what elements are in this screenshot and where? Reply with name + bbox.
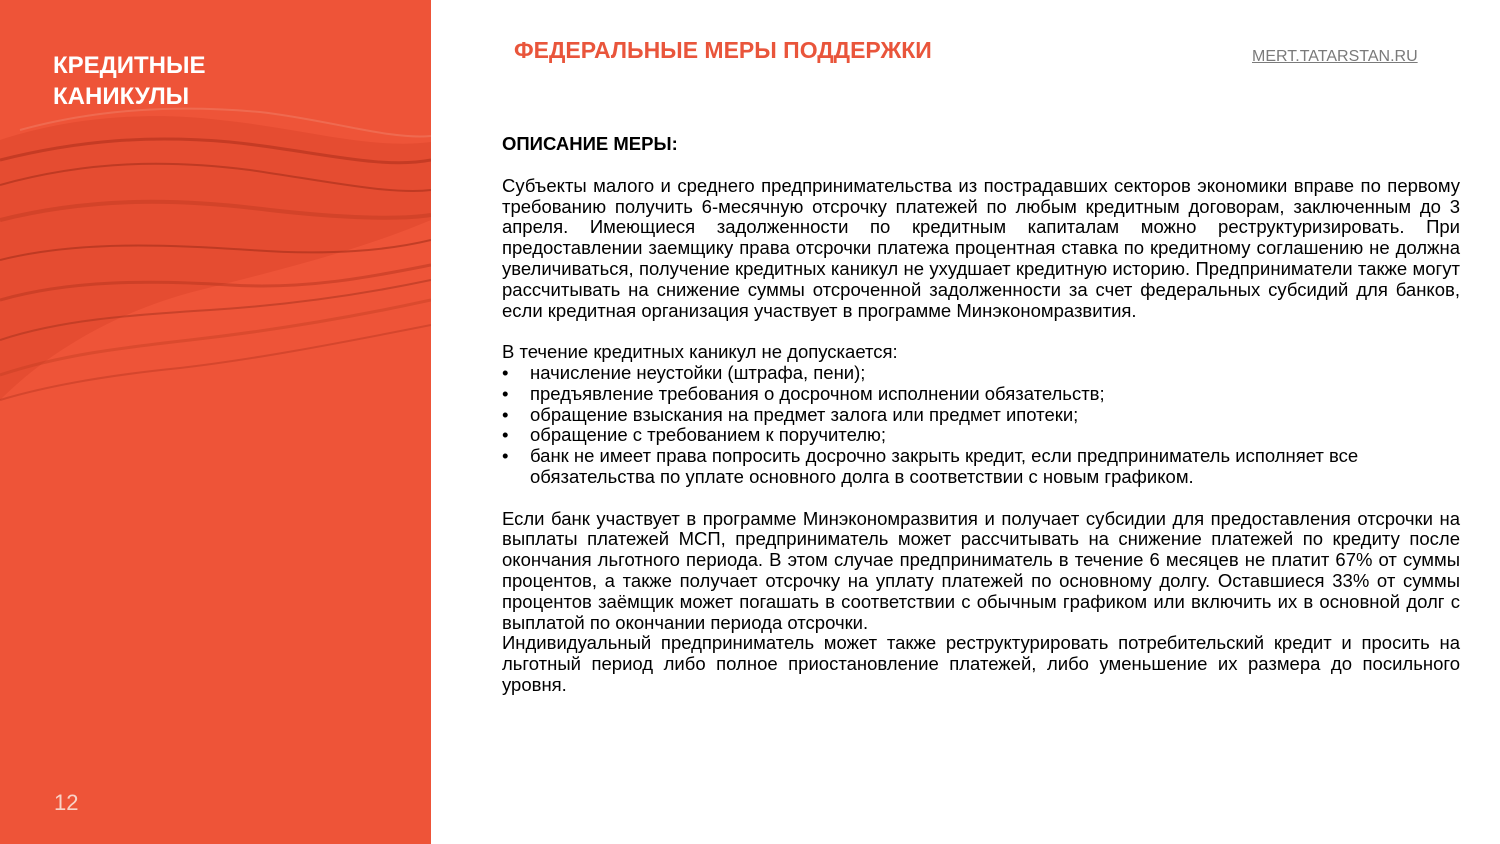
individual-entrepreneur-paragraph: Индивидуальный предприниматель может также реструктурировать потребительский кредит и просить на льготный период либо полное приостановление платежей, либо уменьшение их размера до посильного уровня. <box>502 632 1460 695</box>
list-item <box>502 446 1460 488</box>
site-link[interactable]: MERT.TATARSTAN.RU <box>1252 48 1418 65</box>
list-item <box>502 384 1460 405</box>
description-paragraph: Субъекты малого и среднего предпринимательства из пострадавших секторов экономики вправе по первому требованию получить 6-месячную отсрочку платежей по любым кредитным договорам, заключенным до 3 апреля. Имеющиеся задолженности по кредитным капиталам можно реструктуризировать. При предоставлении заемщику права отсрочки платежа процентная ставка по кредитному соглашению не должна увеличиваться, получение кредитных каникул не ухудшает кредитную историю. Предприниматели также могут рассчитывать на снижение суммы отсроченной задолженности за счет федеральных субсидий для банков, если кредитная организация участвует в программе Минэкономразвития. <box>502 174 1460 321</box>
section-title-line1: КРЕДИТНЫЕ <box>53 52 206 79</box>
main-content <box>502 134 1460 696</box>
restrictions-list <box>502 363 1460 488</box>
bullet-icon: • <box>502 361 509 383</box>
bullet-icon: • <box>502 445 509 467</box>
page-title: ФЕДЕРАЛЬНЫЕ МЕРЫ ПОДДЕРЖКИ <box>514 37 932 63</box>
list-item-text: предъявление требования о досрочном исполнении обязательств; <box>530 382 1105 404</box>
section-title-line2: КАНИКУЛЫ <box>53 83 190 110</box>
bullet-icon: • <box>502 382 509 404</box>
list-item-text: обращение с требованием к поручителю; <box>530 424 887 446</box>
list-item-text: обращение взыскания на предмет залога или предмет ипотеки; <box>530 403 1079 425</box>
list-item <box>502 405 1460 426</box>
subsidy-paragraph: Если банк участвует в программе Минэкономразвития и получает субсидии для предоставления отсрочки на выплаты платежей МСП, предприниматель может рассчитывать на снижение платежей по кредиту после окончания льготного периода. В этом случае предприниматель в течение 6 месяцев не платит 67% от суммы процентов, а также получает отсрочку на уплату платежей по основному долгу. Оставшиеся 33% от суммы процентов заёмщик может погашать в соответствии с обычным графиком или включить их в основной долг с выплатой по окончании периода отсрочки. <box>502 507 1460 633</box>
restrictions-intro: В течение кредитных каникул не допускается: <box>502 341 898 363</box>
bullet-icon: • <box>502 424 509 446</box>
section-title <box>53 50 383 112</box>
list-item <box>502 425 1460 446</box>
bullet-icon: • <box>502 403 509 425</box>
list-item-text: начисление неустойки (штрафа, пени); <box>530 361 866 383</box>
sidebar-panel <box>0 0 431 844</box>
list-item-text: банк не имеет права попросить досрочно закрыть кредит, если предприниматель исполняет все обязательства по уплате основного долга в соответствии с новым графиком. <box>530 445 1359 487</box>
description-heading: ОПИСАНИЕ МЕРЫ: <box>502 133 678 154</box>
slide-number: 12 <box>54 790 79 815</box>
paint-wave-image <box>0 100 431 460</box>
list-item <box>502 363 1460 384</box>
